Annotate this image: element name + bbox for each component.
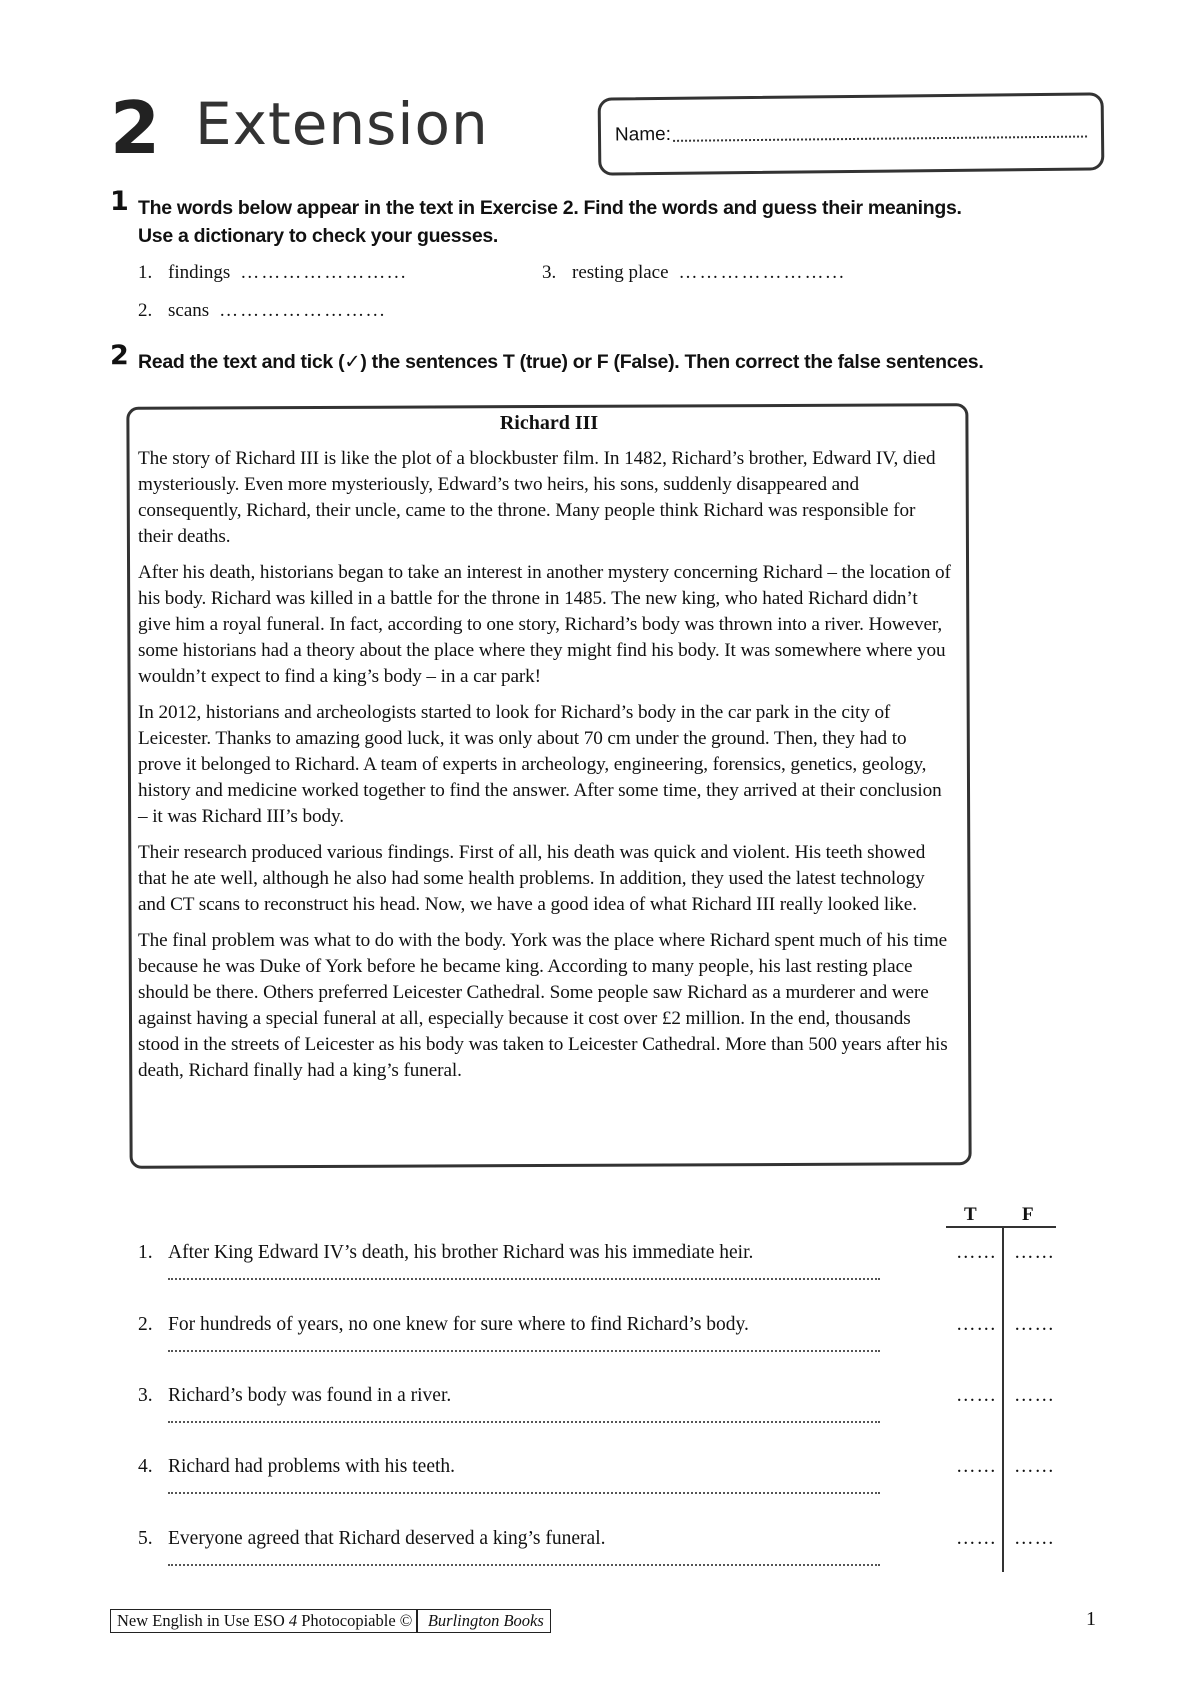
vocab-item-word: scans bbox=[168, 300, 210, 321]
table-divider bbox=[946, 1226, 1056, 1228]
vocab-answer-line[interactable]: …………………... bbox=[219, 300, 387, 321]
vocab-item bbox=[542, 262, 846, 284]
name-line bbox=[673, 136, 1087, 142]
vocab-answer-line[interactable]: …………………... bbox=[240, 262, 408, 283]
name-label: Name: bbox=[614, 123, 672, 146]
correction-line[interactable] bbox=[168, 1492, 880, 1494]
vocab-item bbox=[138, 300, 386, 322]
false-answer-field[interactable]: …… bbox=[1014, 1528, 1055, 1549]
book-level: 4 bbox=[288, 1611, 298, 1630]
publisher-name: Burlington Books bbox=[427, 1611, 544, 1630]
statement-text: After King Edward IV’s death, his brother Richard was his immediate heir. bbox=[168, 1242, 754, 1263]
false-answer-field[interactable]: …… bbox=[1014, 1242, 1055, 1263]
statement-number: 2. bbox=[138, 1314, 153, 1335]
exercise-1-number: 1 bbox=[110, 186, 129, 217]
false-answer-field[interactable]: …… bbox=[1014, 1456, 1055, 1477]
statement-text: Richard had problems with his teeth. bbox=[168, 1456, 456, 1477]
statement-row bbox=[138, 1528, 1058, 1550]
footer-credit bbox=[110, 1609, 551, 1633]
correction-line[interactable] bbox=[168, 1421, 880, 1423]
true-answer-field[interactable]: …… bbox=[956, 1528, 997, 1549]
exercise-1-instruction-line-2: Use a dictionary to check your guesses. bbox=[138, 225, 499, 247]
statement-text: For hundreds of years, no one knew for sure where to find Richard’s body. bbox=[168, 1314, 749, 1335]
false-answer-field[interactable]: …… bbox=[1014, 1314, 1055, 1335]
correction-line[interactable] bbox=[168, 1350, 880, 1352]
correction-line[interactable] bbox=[168, 1278, 880, 1280]
true-answer-field[interactable]: …… bbox=[956, 1385, 997, 1406]
reading-paragraph: After his death, historians began to take an interest in another mystery concerning Richard – the location of his body. Richard was killed in a battle for the throne in 1485. The new king, who hated Richard didn’t give him a royal funeral. In fact, according to one story, Richard’s body was thrown into a river. However, some historians had a theory about the place where they might find his body. It was somewhere where you wouldn’t expect to find a king’s body – in a car park! bbox=[138, 562, 951, 687]
reading-paragraph: The final problem was what to do with the body. York was the place where Richard spent much of his time because he was Duke of York before he became king. According to many people, his last resting place should be there. Others preferred Leicester Cathedral. Some people saw Richard as a murderer and were against having a special funeral at all, especially because it cost over £2 million. In the end, thousands stood in the streets of Leicester as his body was taken to Leicester Cathedral. More than 500 years after his death, Richard finally had a king’s funeral. bbox=[138, 930, 948, 1081]
statement-text: Richard’s body was found in a river. bbox=[168, 1385, 452, 1406]
reading-paragraph: The story of Richard III is like the plot of a blockbuster film. In 1482, Richard’s brother, Edward IV, died mysteriously. Even more mysteriously, Edward’s two heirs, his sons, suddenly disappeared and consequently, Richard, their uncle, came to the throne. Many people think Richard was responsible for their deaths. bbox=[138, 448, 936, 547]
statement-number: 1. bbox=[138, 1242, 153, 1263]
statement-number: 5. bbox=[138, 1528, 153, 1549]
vocab-item-word: resting place bbox=[572, 262, 669, 283]
false-column-header: F bbox=[1022, 1204, 1034, 1225]
true-column-header: T bbox=[964, 1204, 977, 1225]
vocab-item bbox=[138, 262, 408, 284]
statement-row bbox=[138, 1314, 1058, 1336]
true-answer-field[interactable]: …… bbox=[956, 1314, 997, 1335]
exercise-1-instruction-line-1: The words below appear in the text in Exercise 2. Find the words and guess their meanings. bbox=[138, 197, 962, 219]
true-answer-field[interactable]: …… bbox=[956, 1242, 997, 1263]
instruction-part: ) the sentences T (true) or F (False). Then correct the false sentences. bbox=[360, 351, 984, 373]
vocab-item-number: 1. bbox=[138, 262, 153, 283]
reading-paragraph: In 2012, historians and archeologists started to look for Richard’s body in the car park in the city of Leicester. Thanks to amazing good luck, it was only about 70 cm under the ground. Then, they had to prove it belonged to Richard. A team of experts in archeology, engineering, forensics, genetics, geology, history and medicine worked together to find the answer. After some time, they arrived at their conclusion – it was Richard III’s body. bbox=[138, 702, 942, 827]
statement-row bbox=[138, 1456, 1058, 1478]
book-title: New English in Use ESO bbox=[117, 1611, 285, 1630]
photocopiable-note: Photocopiable © bbox=[301, 1611, 413, 1630]
statement-row bbox=[138, 1385, 1058, 1407]
page-title: Extension bbox=[195, 90, 489, 158]
statement-row bbox=[138, 1242, 1058, 1264]
footer-divider bbox=[416, 1610, 418, 1632]
vocab-item-number: 3. bbox=[542, 262, 557, 283]
reading-paragraph: Their research produced various findings. First of all, his death was quick and violent. His teeth showed that he ate well, although he also had some health problems. In addition, they used the latest technology and CT scans to reconstruct his head. Now, we have a good idea of what Richard III really looked like. bbox=[138, 842, 926, 915]
exercise-1-instruction bbox=[138, 194, 962, 250]
vocab-answer-line[interactable]: …………………... bbox=[678, 262, 846, 283]
correction-line[interactable] bbox=[168, 1564, 880, 1566]
statement-number: 3. bbox=[138, 1385, 153, 1406]
statement-text: Everyone agreed that Richard deserved a king’s funeral. bbox=[168, 1528, 606, 1549]
statement-number: 4. bbox=[138, 1456, 153, 1477]
unit-number: 2 bbox=[110, 86, 161, 170]
page-number: 1 bbox=[1086, 1608, 1096, 1630]
name-field[interactable] bbox=[598, 92, 1105, 175]
exercise-2-instruction bbox=[138, 348, 983, 376]
tick-icon: ✓ bbox=[344, 350, 361, 373]
false-answer-field[interactable]: …… bbox=[1014, 1385, 1055, 1406]
true-answer-field[interactable]: …… bbox=[956, 1456, 997, 1477]
reading-title: Richard III bbox=[499, 412, 599, 434]
vocab-item-word: findings bbox=[168, 262, 231, 283]
vocab-item-number: 2. bbox=[138, 300, 153, 321]
reading-body bbox=[138, 446, 953, 1094]
instruction-part: Read the text and tick ( bbox=[138, 351, 345, 373]
exercise-2-number: 2 bbox=[110, 340, 129, 371]
